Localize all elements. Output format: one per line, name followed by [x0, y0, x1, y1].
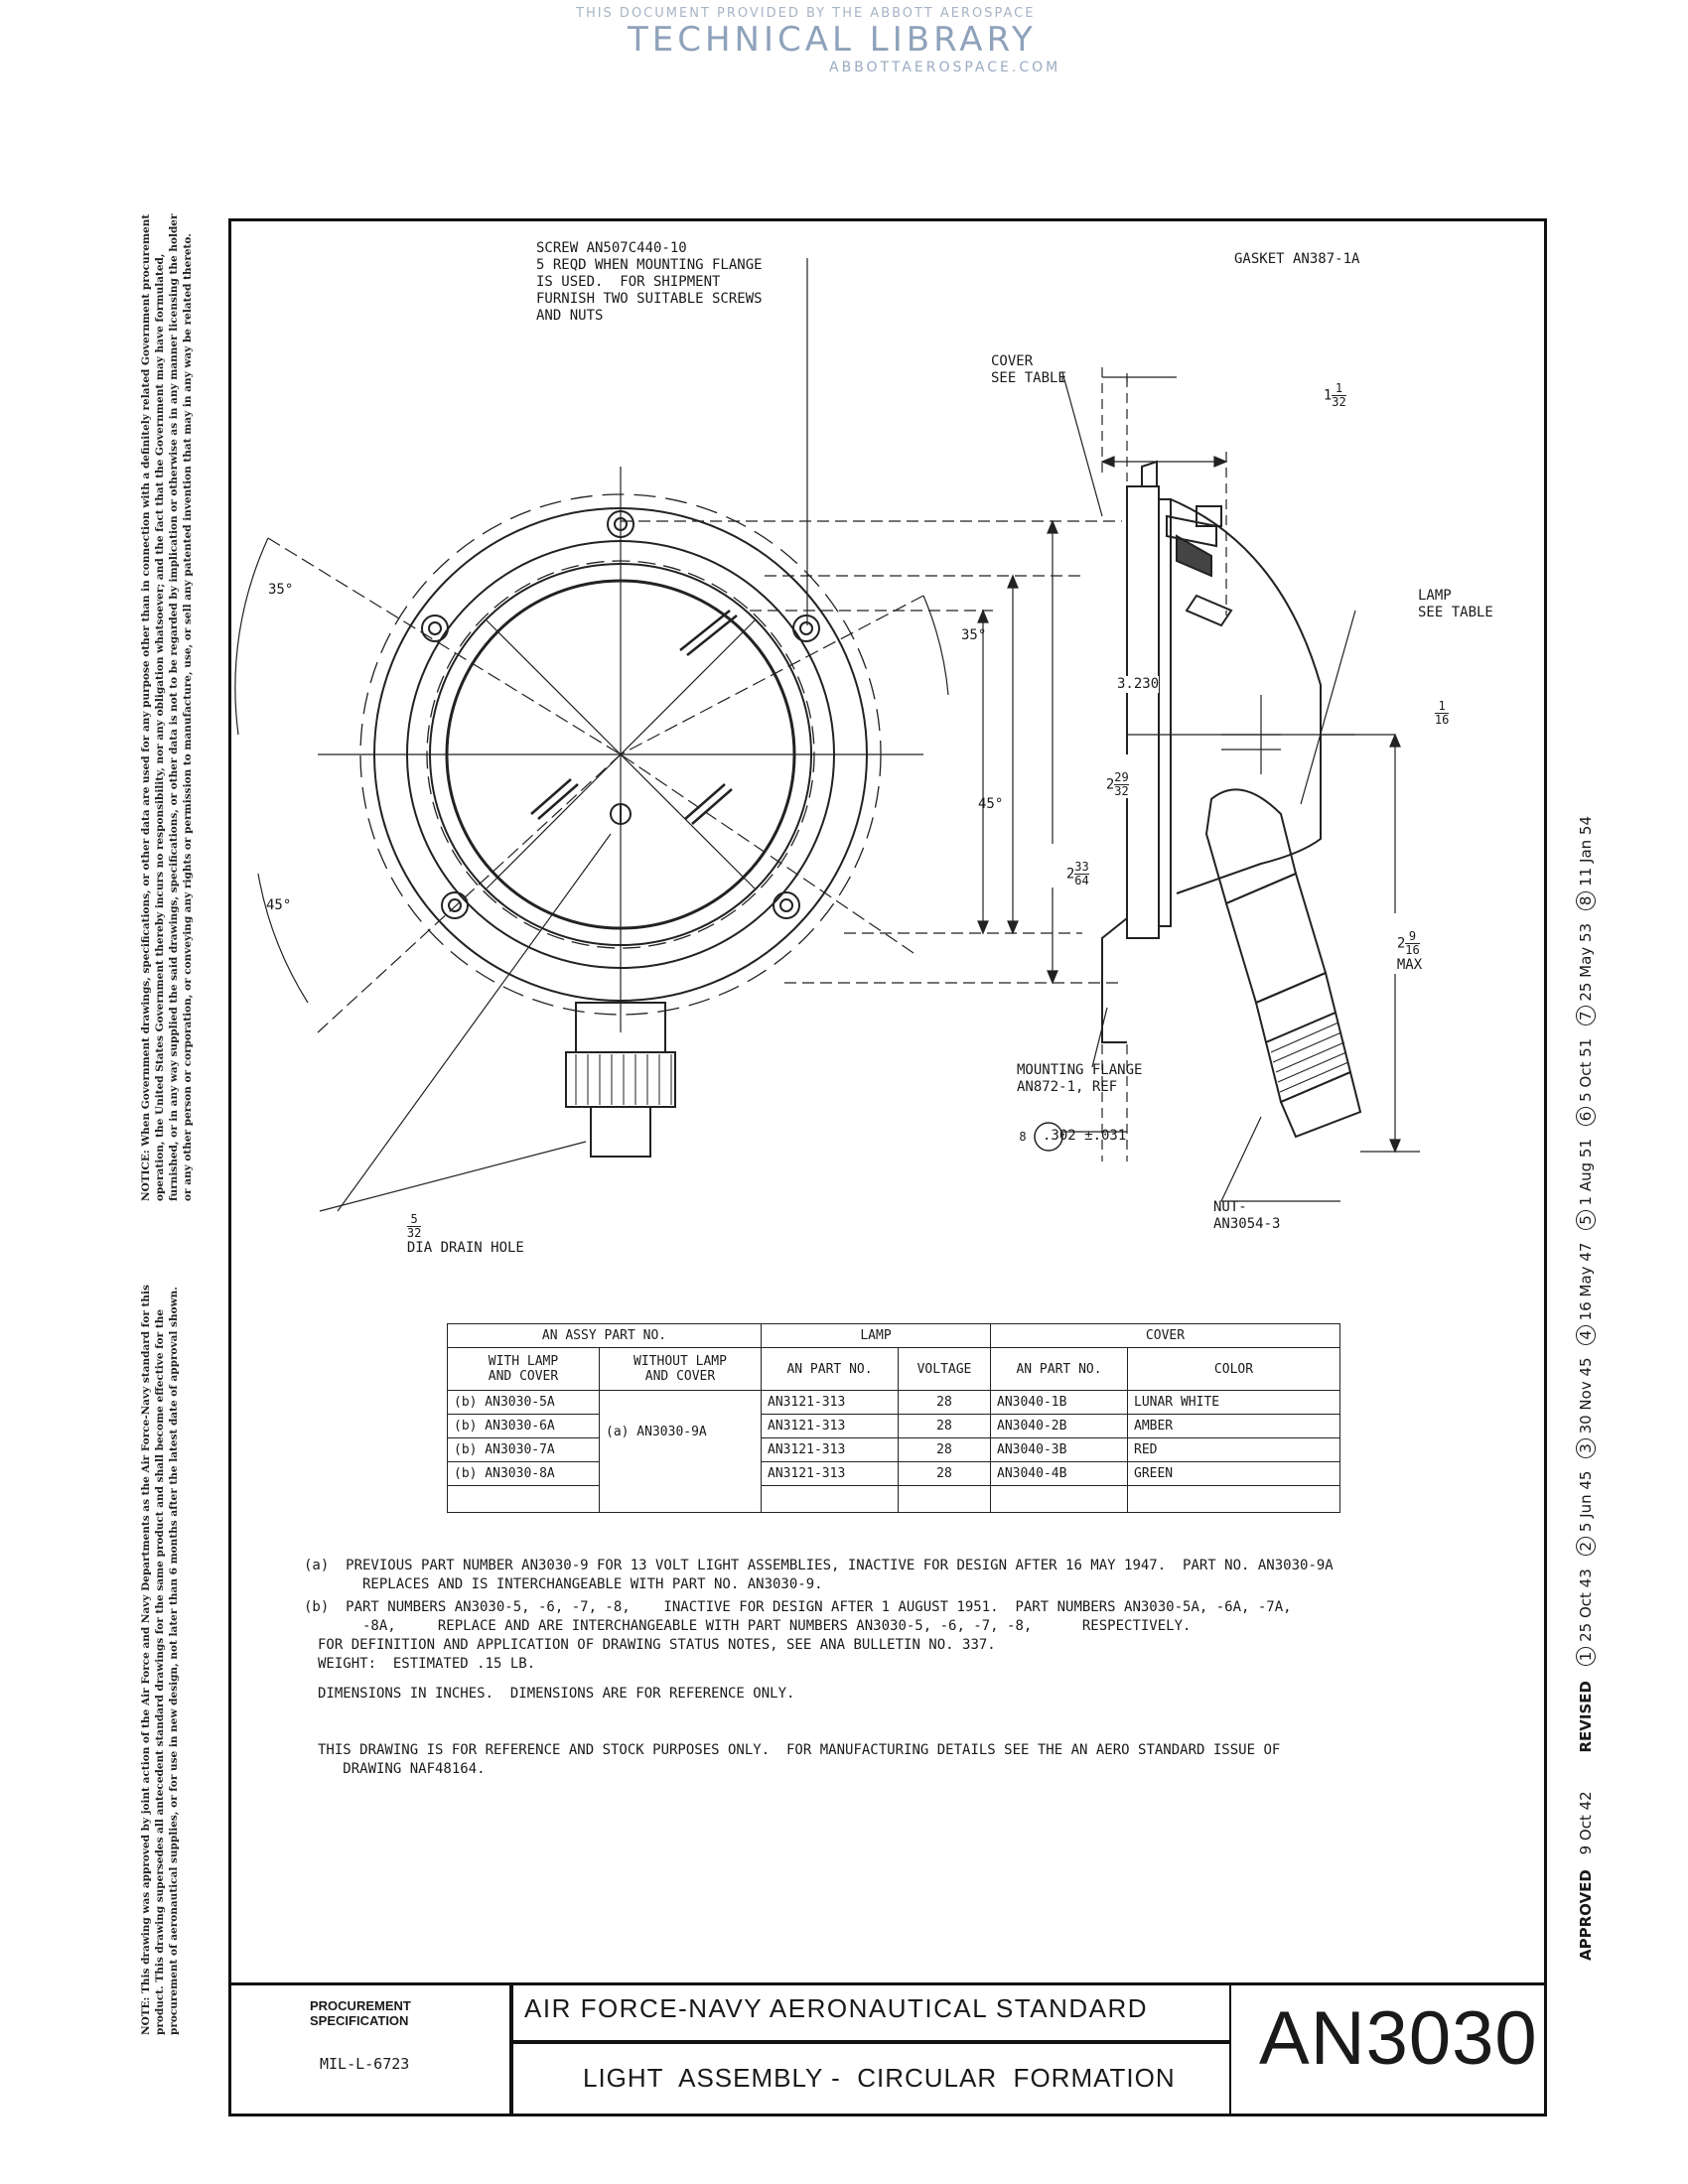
screw-note: SCREW AN507C440-10 5 REQD WHEN MOUNTING FLANGE IS USED. FOR SHIPMENT FURNISH TWO SUITABLE SCREWS AND NUTS	[536, 240, 763, 324]
revision-strip	[1577, 816, 1595, 1961]
drain-hole-label	[390, 1196, 524, 1257]
drawing-number: AN3030	[1259, 1996, 1538, 2081]
revised-label: REVISED	[1577, 1681, 1595, 1753]
dim-whole: 2	[1396, 935, 1406, 952]
dim-num: 9	[1405, 930, 1419, 944]
cell-lamp: AN3121-313	[762, 1462, 899, 1486]
dim-num: 33	[1074, 860, 1089, 874]
revision-date: 5 Jun 45	[1577, 1470, 1595, 1533]
dim-whole: 1	[1323, 387, 1333, 404]
dim-1-16	[1418, 683, 1449, 727]
cell-lamp: AN3121-313	[762, 1391, 899, 1415]
dim-num: 1	[1435, 700, 1449, 714]
subheader-color: COLOR	[1128, 1348, 1340, 1391]
table-row	[448, 1415, 1340, 1438]
spec-number: MIL-L-6723	[320, 2055, 410, 2073]
subheader-lamp-part: AN PART NO.	[762, 1348, 899, 1391]
cell-with: (b) AN3030-8A	[448, 1462, 600, 1486]
status-note-number: 8	[1019, 1130, 1027, 1144]
cell-voltage: 28	[899, 1415, 991, 1438]
cell-lamp: AN3121-313	[762, 1415, 899, 1438]
cell-with: (b) AN3030-7A	[448, 1438, 600, 1462]
mounting-flange-label: MOUNTING FLANGE AN872-1, REF	[1017, 1062, 1143, 1095]
dim-den: 64	[1074, 874, 1089, 887]
revision-date: 16 May 47	[1577, 1242, 1595, 1321]
dim-den: 16	[1434, 713, 1450, 727]
table-subheader-row	[448, 1348, 1340, 1391]
dim-whole: 2	[1065, 866, 1075, 883]
revision-number: 6	[1576, 1107, 1596, 1127]
cell-cover: AN3040-1B	[991, 1391, 1128, 1415]
cell-without: (a) AN3030-9A	[600, 1391, 762, 1513]
part-title: LIGHT ASSEMBLY - CIRCULAR FORMATION	[583, 2063, 1176, 2093]
drain-num: 5	[407, 1213, 421, 1227]
cell-color: AMBER	[1128, 1415, 1340, 1438]
revision-date: 30 Nov 45	[1577, 1357, 1595, 1434]
table-row	[448, 1391, 1340, 1415]
dim-1-1-32	[1307, 365, 1346, 409]
nut-label: NUT- AN3054-3	[1213, 1199, 1281, 1232]
dim-den: 32	[1114, 784, 1129, 798]
angle-45-left: 45°	[266, 897, 292, 913]
cell-cover: AN3040-4B	[991, 1462, 1128, 1486]
note-a: (a) PREVIOUS PART NUMBER AN3030-9 FOR 13 VOLT LIGHT ASSEMBLIES, INACTIVE FOR DESIGN AFTER 16 MAY 1947. PART NO. AN3030-9A REPLACES AND IS INTERCHANGEABLE WITH PART NO. AN3030-9.	[304, 1558, 1334, 1592]
cell-with: (b) AN3030-5A	[448, 1391, 600, 1415]
table-row	[448, 1438, 1340, 1462]
dim-suffix: MAX	[1396, 957, 1423, 973]
approved-label: APPROVED	[1577, 1869, 1595, 1961]
angle-35-right: 35°	[961, 627, 987, 643]
table-row	[448, 1462, 1340, 1486]
note-weight: WEIGHT: ESTIMATED .15 LB.	[318, 1656, 536, 1672]
header-an-assy: AN ASSY PART NO.	[448, 1324, 762, 1348]
parts-table	[447, 1323, 1340, 1513]
dim-2-33-64	[1050, 844, 1089, 887]
gasket-label: GASKET AN387-1A	[1234, 251, 1360, 267]
revision-date: 5 Oct 51	[1577, 1037, 1595, 1102]
dim-den: 16	[1405, 943, 1420, 957]
subheader-without: WITHOUT LAMP AND COVER	[600, 1348, 762, 1391]
watermark-url: ABBOTTAEROSPACE.COM	[829, 60, 1061, 75]
cell-with: (b) AN3030-6A	[448, 1415, 600, 1438]
revision-number: 4	[1576, 1325, 1596, 1345]
lamp-label: LAMP SEE TABLE	[1418, 588, 1493, 620]
table-row-empty	[448, 1486, 1340, 1513]
note-definition: FOR DEFINITION AND APPLICATION OF DRAWING STATUS NOTES, SEE ANA BULLETIN NO. 337.	[318, 1637, 996, 1653]
procurement-label: PROCUREMENT SPECIFICATION	[310, 1998, 411, 2028]
cell-color: LUNAR WHITE	[1128, 1391, 1340, 1415]
standard-title: AIR FORCE-NAVY AERONAUTICAL STANDARD	[524, 1993, 1149, 2023]
watermark-line1: THIS DOCUMENT PROVIDED BY THE ABBOTT AEROSPACE	[576, 6, 1036, 21]
side-notice: NOTICE: When Government drawings, specifications, or other data are used for any purpose other than in connection with a definitely related Government procurement operation, the United States Government thereby incurs no responsibility, nor any obligation whatsoever; and the fact that the Government may have formulated, furnished, or in any way supplied the said drawings, specifications, or other data is not to be regarded by implication or otherwise as in any manner licensing the holder or any other person or corporation, or conveying any rights or permission to manufacture, use, or sell any patented invention that may in any way be related thereto.	[140, 213, 194, 1201]
header-lamp: LAMP	[762, 1324, 991, 1348]
note-b: (b) PART NUMBERS AN3030-5, -6, -7, -8, INACTIVE FOR DESIGN AFTER 1 AUGUST 1951. PART NUMBERS AN3030-5A, -6A, -7A, -8A, REPLACE AND ARE INTERCHANGEABLE WITH PART NUMBERS AN3030-5, -6, -7, -8, RESPECTIVELY.	[304, 1599, 1292, 1634]
watermark-title: TECHNICAL LIBRARY	[628, 20, 1037, 60]
revision-number: 3	[1576, 1438, 1596, 1458]
revision-date: 25 May 53	[1577, 922, 1595, 1002]
cell-color: RED	[1128, 1438, 1340, 1462]
dim-num: 1	[1332, 382, 1345, 396]
note-dimensions: DIMENSIONS IN INCHES. DIMENSIONS ARE FOR REFERENCE ONLY.	[318, 1686, 795, 1702]
dim-3-230: 3.230	[1117, 676, 1160, 692]
note-reference: THIS DRAWING IS FOR REFERENCE AND STOCK PURPOSES ONLY. FOR MANUFACTURING DETAILS SEE THE AN AERO STANDARD ISSUE OF DRAWING NAF48164.	[318, 1742, 1281, 1777]
revision-number: 5	[1576, 1210, 1596, 1230]
cell-cover: AN3040-3B	[991, 1438, 1128, 1462]
revision-date: 11 Jan 54	[1577, 815, 1595, 887]
dim-2-9-16-max	[1380, 913, 1422, 974]
cell-cover: AN3040-2B	[991, 1415, 1128, 1438]
cover-label: COVER SEE TABLE	[991, 353, 1066, 386]
angle-45-right: 45°	[978, 796, 1004, 812]
dim-den: 32	[1332, 395, 1346, 409]
revision-date: 1 Aug 51	[1577, 1139, 1595, 1206]
header-cover: COVER	[991, 1324, 1340, 1348]
revision-number: 7	[1576, 1006, 1596, 1025]
angle-35-left: 35°	[268, 582, 294, 598]
cell-voltage: 28	[899, 1462, 991, 1486]
drain-den: 32	[406, 1226, 422, 1240]
dim-flange: .302 ±.031	[1043, 1128, 1127, 1144]
subheader-voltage: VOLTAGE	[899, 1348, 991, 1391]
revision-date: 25 Oct 43	[1577, 1569, 1595, 1642]
subheader-with: WITH LAMP AND COVER	[448, 1348, 600, 1391]
side-note: NOTE: This drawing was approved by joint action of the Air Force and Navy Departments as the Air Force-Navy standard for this product. This drawing supersedes all antecedent standard drawings for the same product and shall become effective for the procurement of aeronautical supplies, or for use in new design, not later than 6 months after the latest date of approval shown.	[140, 1285, 180, 2035]
table-header-row	[448, 1324, 1340, 1348]
cell-lamp: AN3121-313	[762, 1438, 899, 1462]
dim-2-29-32	[1089, 754, 1129, 798]
dim-num: 29	[1114, 770, 1129, 784]
subheader-cover-part: AN PART NO.	[991, 1348, 1128, 1391]
cell-voltage: 28	[899, 1438, 991, 1462]
technical-drawing	[228, 218, 1547, 1281]
revision-number: 8	[1576, 891, 1596, 911]
cell-voltage: 28	[899, 1391, 991, 1415]
drain-text: DIA DRAIN HOLE	[406, 1240, 524, 1256]
dim-whole: 2	[1105, 776, 1115, 793]
revision-number: 1	[1576, 1647, 1596, 1667]
revision-number: 2	[1576, 1537, 1596, 1557]
cell-color: GREEN	[1128, 1462, 1340, 1486]
approved-date: 9 Oct 42	[1577, 1791, 1595, 1855]
